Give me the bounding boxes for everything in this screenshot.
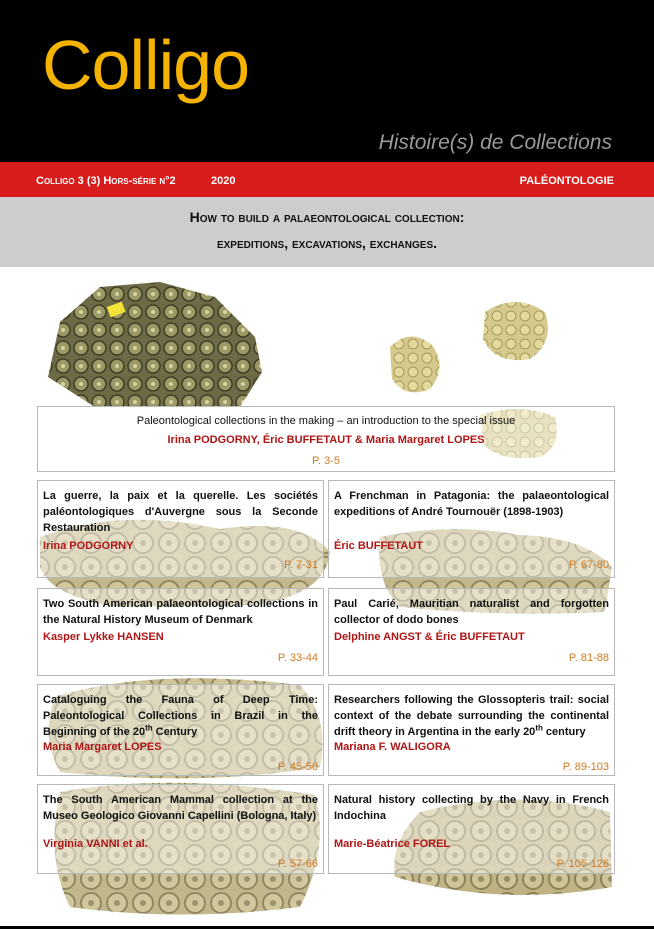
article-pages: P. 105-126	[556, 858, 609, 870]
fossil-small-specimen	[390, 336, 440, 392]
issue-number: Colligo 3 (3) Hors-série n°2	[36, 175, 176, 187]
article-title: Researchers following the Glossopteris trail: social context of the debate surrounding the continental drift theory in Argentina in the early 20th century	[334, 694, 609, 738]
article-title: Cataloguing the Fauna of Deep Time: Paleontological Collections in Brazil in the Beginning of the 20th Century	[43, 694, 318, 738]
article-authors: Éric BUFFETAUT	[334, 540, 424, 552]
intro-authors: Irina PODGORNY, Éric BUFFETAUT & Maria Margaret LOPES	[167, 434, 485, 446]
article-pages: P. 45-56	[277, 761, 318, 773]
section-label: PALÉONTOLOGIE	[519, 175, 614, 187]
article-title: Paul Carié, Mauritian naturalist and forgotten collector of dodo bones	[334, 598, 609, 626]
article-title: The South American Mammal collection at the Museo Geologico Giovanni Capellini (Bologna, Italy)	[43, 794, 318, 822]
article-card[interactable]	[37, 588, 324, 676]
article-pages: P. 33-44	[277, 652, 318, 664]
article-authors: Kasper Lykke HANSEN	[43, 631, 164, 643]
masthead	[0, 0, 654, 162]
article-card[interactable]	[37, 684, 324, 776]
issue-bar	[0, 162, 654, 197]
article-card[interactable]	[37, 480, 324, 578]
theme-line-2: expeditions, excavations, exchanges.	[216, 235, 438, 251]
issue-year: 2020	[211, 175, 236, 187]
intro-title: Paleontological collections in the making – an introduction to the special issue	[136, 415, 516, 427]
article-title: Natural history collecting by the Navy in French Indochina	[334, 794, 609, 822]
journal-title: Colligo	[42, 26, 249, 104]
intro-card[interactable]	[37, 406, 615, 472]
intro-pages: P. 3-5	[312, 455, 340, 467]
article-pages: P. 7-31	[283, 559, 318, 571]
theme-line-1: How to build a palaeontological collection:	[189, 209, 465, 225]
article-card[interactable]	[328, 784, 615, 874]
article-pages: P. 67-80	[568, 559, 609, 571]
article-authors: Maria Margaret LOPES	[43, 741, 162, 753]
fossil-round-specimen	[483, 302, 548, 360]
article-title: A Frenchman in Patagonia: the palaeontological expeditions of André Tournouër (1898-1903)	[334, 490, 609, 518]
article-authors: Mariana F. WALIGORA	[334, 741, 451, 753]
article-authors: Irina PODGORNY	[43, 540, 134, 552]
fossil-dark-specimen	[48, 282, 262, 407]
article-card[interactable]	[328, 480, 615, 578]
article-authors: Marie-Béatrice FOREL	[334, 838, 451, 850]
article-title: La guerre, la paix et la querelle. Les sociétés paléontologiques d'Auvergne sous la Seconde Restauration	[43, 490, 318, 534]
theme-banner	[0, 197, 654, 267]
article-card[interactable]	[37, 784, 324, 874]
article-card[interactable]	[328, 588, 615, 676]
article-pages: P. 89-103	[562, 761, 609, 773]
journal-subtitle: Histoire(s) de Collections	[378, 131, 612, 154]
article-authors: Delphine ANGST & Éric BUFFETAUT	[334, 631, 525, 643]
article-authors: Virginia VANNI et al.	[43, 838, 148, 850]
article-title: Two South American palaeontological collections in the Natural History Museum of Denmark	[43, 598, 318, 626]
article-pages: P. 57-66	[277, 858, 318, 870]
article-pages: P. 81-88	[568, 652, 609, 664]
article-card[interactable]	[328, 684, 615, 776]
